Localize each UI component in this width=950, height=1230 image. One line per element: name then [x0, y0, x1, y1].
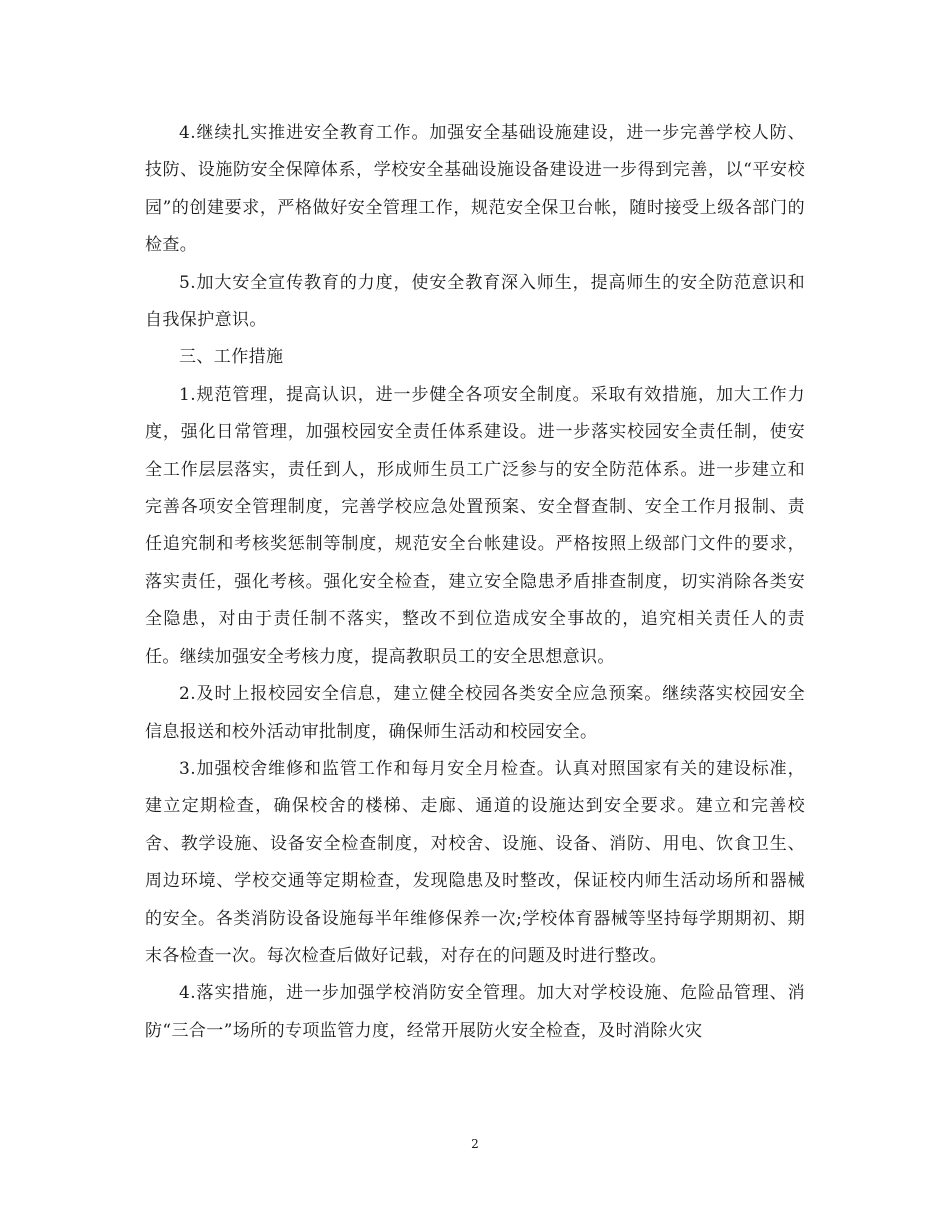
document-body: [145, 115, 805, 1050]
paragraph-measure-2-safety-information: 2.及时上报校园安全信息，建立健全校园各类安全应急预案。继续落实校园安全信息报送和校外活动审批制度，确保师生活动和校园安全。: [145, 684, 805, 742]
page-number: 2: [471, 1137, 479, 1151]
section-heading-work-measures: 三、工作措施: [179, 347, 284, 368]
paragraph-measure-4-fire-safety: 4.落实措施，进一步加强学校消防安全管理。加大对学校设施、危险品管理、消防“三合一”场所的专项监管力度，经常开展防火安全检查，及时消除火灾: [145, 983, 805, 1041]
paragraph-measure-1-standardized-management: 1.规范管理，提高认识，进一步健全各项安全制度。采取有效措施，加大工作力度，强化日常管理，加强校园安全责任体系建设。进一步落实校园安全责任制，使安全工作层层落实，责任到人，形成师生员工广泛参与的安全防范体系。进一步建立和完善各项安全管理制度，完善学校应急处置预案、安全督查制、安全工作月报制、责任追究制和考核奖惩制等制度，规范安全台帐建设。严格按照上级部门文件的要求，落实责任，强化考核。强化安全检查，建立安全隐患矛盾排查制度，切实消除各类安全隐患，对由于责任制不落实，整改不到位造成安全事故的，追究相关责任人的责任。继续加强安全考核力度，提高教职员工的安全思想意识。: [145, 384, 805, 667]
paragraph-item-5-safety-publicity: 5.加大安全宣传教育的力度，使安全教育深入师生，提高师生的安全防范意识和自我保护意识。: [145, 272, 805, 331]
paragraph-measure-3-building-maintenance: 3.加强校舍维修和监管工作和每月安全月检查。认真对照国家有关的建设标准，建立定期检查，确保校舍的楼梯、走廊、通道的设施达到安全要求。建立和完善校舍、教学设施、设备安全检查制度，对校舍、设施、设备、消防、用电、饮食卫生、周边环境、学校交通等定期检查，发现隐患及时整改，保证校内师生活动场所和器械的安全。各类消防设备设施每半年维修保养一次;学校体育器械等坚持每学期期初、期末各检查一次。每次检查后做好记载，对存在的问题及时进行整改。: [145, 758, 805, 966]
paragraph-item-4-safety-education: 4.继续扎实推进安全教育工作。加强安全基础设施建设，进一步完善学校人防、技防、设施防安全保障体系，学校安全基础设施设备建设进一步得到完善，以“平安校园”的创建要求，严格做好安全管理工作，规范安全保卫台帐，随时接受上级各部门的检查。: [145, 123, 805, 256]
